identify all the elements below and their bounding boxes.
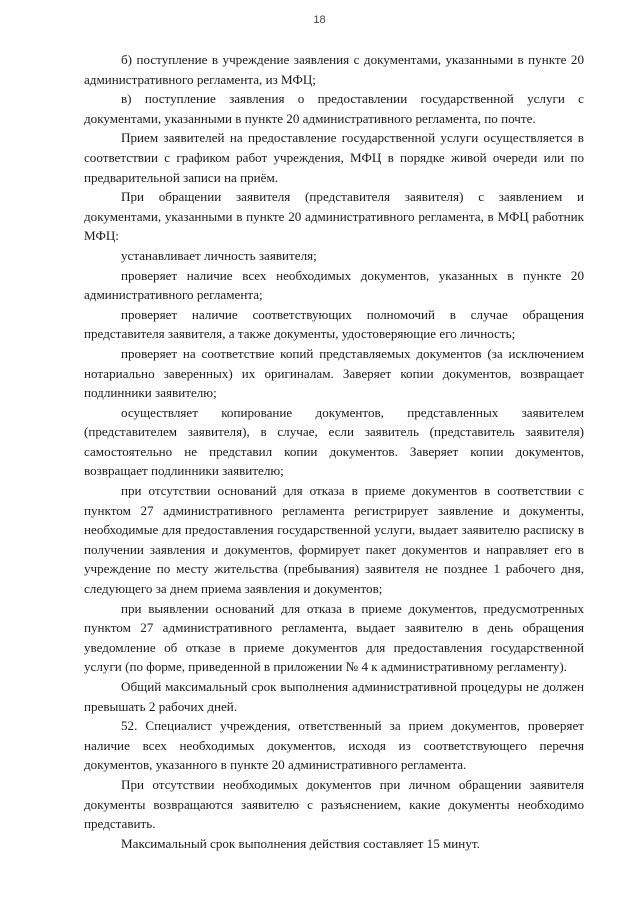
paragraph: при отсутствии оснований для отказа в приеме документов в соответствии с пунктом 27 административного регламента регистрирует заявление и документы, необходимые для предоставления государственной услуги, выдает заявителю расписку в получении заявления и документов, формирует пакет документов и направляет его в учреждение по месту жительства (пребывания) заявителя не позднее 1 рабочего дня, следующего за днем приема заявления и документов;	[84, 483, 584, 597]
paragraph: Прием заявителей на предоставление государственной услуги осуществляется в соответствии с графиком работ учреждения, МФЦ в порядке живой очереди или по предварительной записи на приём.	[84, 130, 584, 185]
page-number: 18	[313, 14, 326, 26]
paragraph: осуществляет копирование документов, представленных заявителем (представителем заявителя), в случае, если заявитель (представитель заявителя) самостоятельно не представил копии документов. Заверяет копии документов, возвращает подлинники заявителю;	[84, 404, 584, 479]
paragraph: При отсутствии необходимых документов при личном обращении заявителя документы возвращаются заявителю с разъяснением, какие документы необходимо представить.	[84, 776, 584, 832]
paragraph: При обращении заявителя (представителя заявителя) с заявлением и документами, указанными в пункте 20 административного регламента, в МФЦ работник МФЦ:	[84, 189, 584, 244]
paragraph: проверяет на соответствие копий представляемых документов (за исключением нотариально заверенных) их оригиналам. Заверяет копии документов, возвращает подлинники заявителю;	[84, 345, 584, 401]
document-body	[84, 50, 584, 853]
paragraph: в) поступление заявления о предоставлении государственной услуги с документами, указанными в пункте 20 административного регламента, по почте.	[84, 91, 584, 126]
paragraph: 52. Специалист учреждения, ответственный за прием документов, проверяет наличие всех необходимых документов, исходя из соответствующего перечня документов, указанного в пункте 20 административного регламента.	[84, 718, 584, 773]
paragraph: устанавливает личность заявителя;	[121, 247, 317, 263]
paragraph: Максимальный срок выполнения действия составляет 15 минут.	[121, 835, 480, 851]
paragraph: проверяет наличие соответствующих полномочий в случае обращения представителя заявителя, а также документы, удостоверяющие его личность;	[84, 306, 584, 342]
paragraph: б) поступление в учреждение заявления с документами, указанными в пункте 20 административного регламента, из МФЦ;	[84, 52, 584, 87]
paragraph: Общий максимальный срок выполнения административной процедуры не должен превышать 2 рабочих дней.	[84, 679, 584, 714]
paragraph: при выявлении оснований для отказа в приеме документов, предусмотренных пунктом 27 административного регламента, выдает заявителю в день обращения уведомление об отказе в приеме документов для предоставления государственной услуги (по форме, приведенной в приложении № 4 к административному регламенту).	[84, 600, 584, 675]
paragraph: проверяет наличие всех необходимых документов, указанных в пункте 20 административного регламента;	[84, 267, 584, 303]
